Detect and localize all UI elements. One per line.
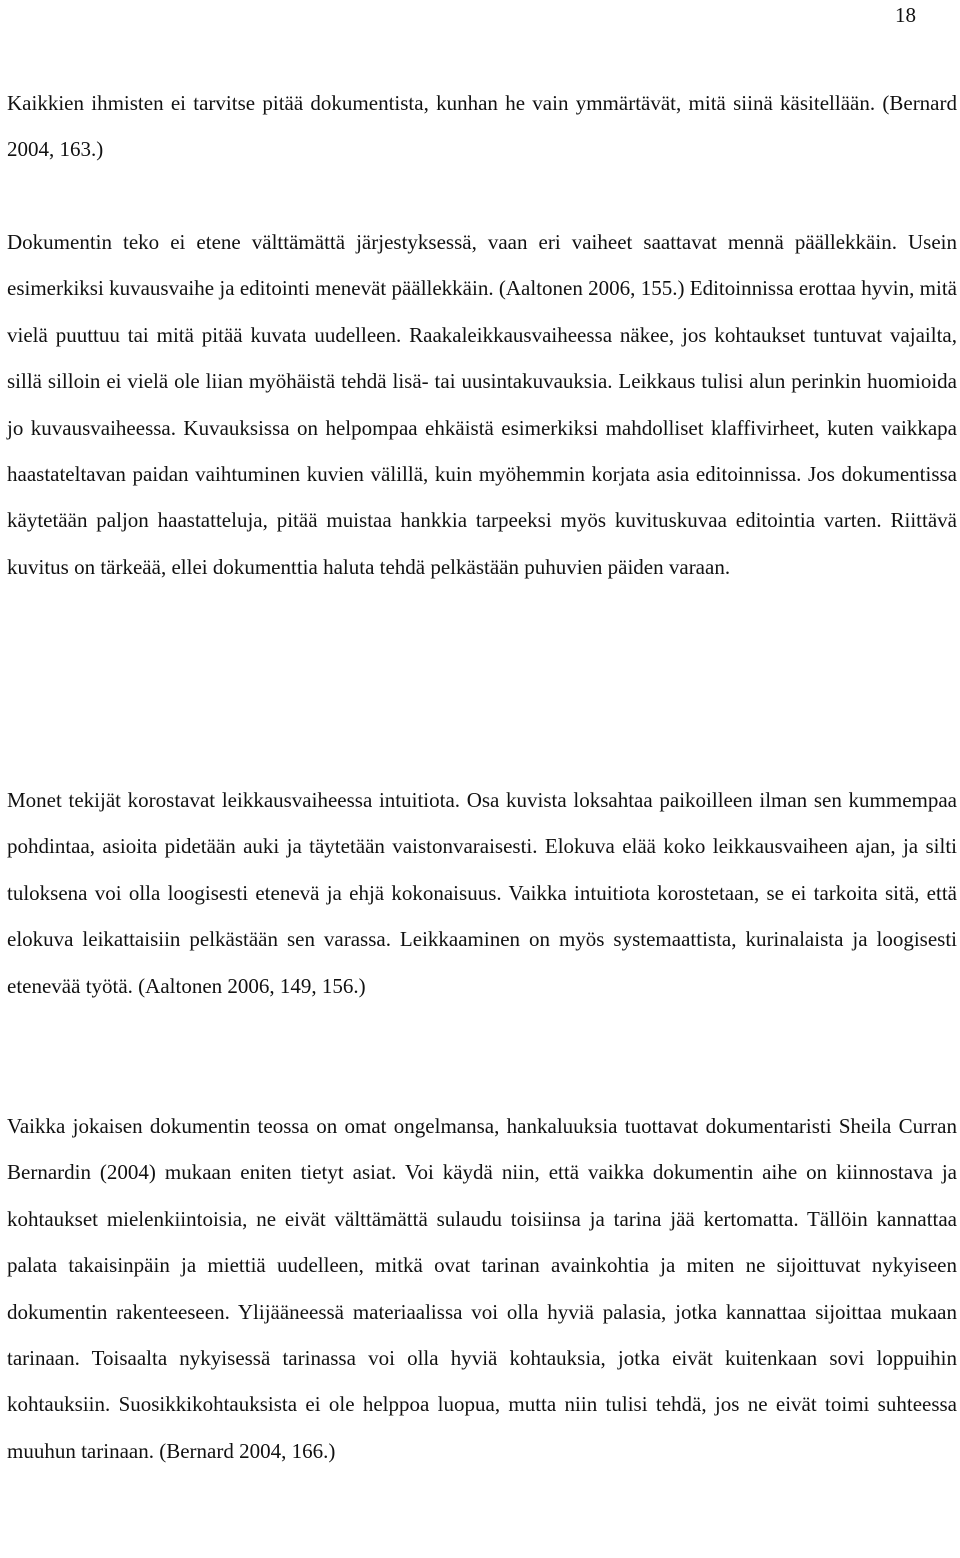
paragraph-3: Monet tekijät korostavat leikkausvaiheessa intuitiota. Osa kuvista loksahtaa paikoilleen ilman sen kummempaa pohdintaa, asioita pidetään auki ja täytetään vaistonvaraisesti. Elokuva elää koko leikkausvaiheen ajan, ja silti tuloksena voi olla loogisesti etenevä ja ehjä kokonaisuus. Vaikka intuitiota korostetaan, se ei tarkoita sitä, että elokuva leikattaisiin pelkästään sen varassa. Leikkaaminen on myös systemaattista, kurinalaista ja loogisesti etenevää työtä. (Aaltonen 2006, 149, 156.) [7,788,957,998]
paragraph-4: Vaikka jokaisen dokumentin teossa on omat ongelmansa, hankaluuksia tuottavat dokumentaristi Sheila Curran Bernardin (2004) mukaan eniten tietyt asiat. Voi käydä niin, että vaikka dokumentin aihe on kiinnostava ja kohtaukset mielenkiintoisia, ne eivät välttämättä sulaudu toisiinsa ja tarina jää kertomatta. Tällöin kannattaa palata takaisinpäin ja miettiä uudelleen, mitkä ovat tarinan avainkohtia ja miten ne sijoittuvat nykyiseen dokumentin rakenteeseen. Ylijääneessä materiaalissa voi olla hyviä palasia, jotka kannattaa sijoittaa mukaan tarinaan. Toisaalta nykyisessä tarinassa voi olla hyviä kohtauksia, jotka eivät kuitenkaan sovi loppuihin kohtauksiin. Suosikkikohtauksista ei ole helppoa luopua, mutta niin tulisi tehdä, jos ne eivät toimi suhteessa muuhun tarinaan. (Bernard 2004, 166.) [7,1114,957,1463]
paragraph-2: Dokumentin teko ei etene välttämättä järjestyksessä, vaan eri vaiheet saattavat mennä päällekkäin. Usein esimerkiksi kuvausvaihe ja editointi menevät päällekkäin. (Aaltonen 2006, 155.) Editoinnissa erottaa hyvin, mitä vielä puuttuu tai mitä pitää kuvata uudelleen. Raakaleikkausvaiheessa näkee, jos kohtaukset tuntuvat vajailta, sillä silloin ei vielä ole liian myöhäistä tehdä lisä- tai uusintakuvauksia. Leikkaus tulisi alun perinkin huomioida jo kuvausvaiheessa. Kuvauksissa on helpompaa ehkäistä esimerkiksi mahdolliset klaffivirheet, kuten vaikkapa haastateltavan paidan vaihtuminen kuvien välillä, kuin myöhemmin korjata asia editoinnissa. Jos dokumentissa käytetään paljon haastatteluja, pitää muistaa hankkia tarpeeksi myös kuvituskuvaa editointia varten. Riittävä kuvitus on tärkeää, ellei dokumenttia haluta tehdä pelkästään puhuvien päiden varaan. [7,230,957,579]
page-number: 18 [895,3,916,27]
paragraph-1: Kaikkien ihmisten ei tarvitse pitää dokumentista, kunhan he vain ymmärtävät, mitä siinä käsitellään. (Bernard 2004, 163.) [7,91,957,162]
